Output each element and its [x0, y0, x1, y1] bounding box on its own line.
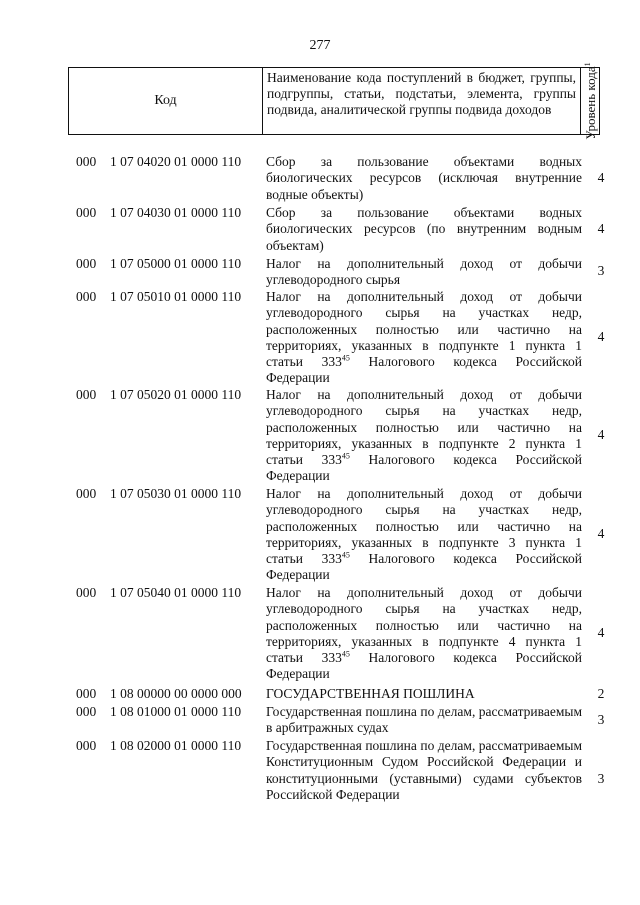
code-level: 2 [597, 686, 605, 701]
header-level [581, 62, 600, 140]
admin-code: 000 [76, 154, 97, 169]
revenue-name: ГОСУДАРСТВЕННАЯ ПОШЛИНА [266, 686, 475, 701]
admin-code: 000 [76, 704, 97, 719]
page-number: 277 [309, 38, 331, 53]
code-level: 3 [597, 771, 605, 786]
header-name: Наименование кода поступлений в бюджет, группы, подгруппы, статьи, подстатьи, элемента, группы подвида, аналитической группы подвида доходов [263, 68, 581, 134]
revenue-name: Налог на дополнительный доход от добычи углеводородного сырья на участках недр, расположенных полностью или частично на территориях, указанных в подпункте 2 пункта 1 статьи $333^{45}$ Налогового кодекса Российской Федерации [266, 387, 583, 484]
revenue-code: 1 07 04030 01 0000 110 [110, 205, 242, 220]
revenue-code: 1 07 05000 01 0000 110 [110, 256, 242, 271]
admin-code: 000 [76, 256, 97, 271]
header-level-footnote: 1 [582, 62, 592, 67]
code-level: 4 [597, 427, 605, 442]
code-level: 4 [597, 625, 605, 640]
revenue-name: Налог на дополнительный доход от добычи углеводородного сырья [266, 256, 582, 288]
admin-code: 000 [76, 289, 97, 304]
admin-code: 000 [76, 686, 97, 701]
code-level: 4 [597, 221, 605, 236]
revenue-name: Налог на дополнительный доход от добычи углеводородного сырья на участках недр, расположенных полностью или частично на территориях, указанных в подпункте 4 пункта 1 статьи $333^{45}$ Налогового кодекса Российской Федерации [266, 585, 583, 682]
revenue-code: 1 08 01000 01 0000 110 [110, 704, 242, 719]
admin-code: 000 [76, 387, 97, 402]
header-code: Код [69, 68, 263, 134]
revenue-code: 1 08 00000 00 0000 000 [110, 686, 242, 701]
revenue-name: Сбор за пользование объектами водных биологических ресурсов (исключая внутренние водные объекты) [266, 154, 582, 202]
code-level: 4 [597, 526, 605, 541]
code-level: 4 [597, 170, 605, 185]
revenue-name: Государственная пошлина по делам, рассматриваемым в арбитражных судах [266, 704, 582, 736]
code-level: 4 [597, 329, 605, 344]
revenue-code: 1 07 05030 01 0000 110 [110, 486, 242, 501]
admin-code: 000 [76, 738, 97, 753]
code-level: 3 [597, 263, 605, 278]
admin-code: 000 [76, 486, 97, 501]
revenue-name: Государственная пошлина по делам, рассматриваемым Конституционным Судом Российской Федерации и конституционными (уставными) судами субъектов Российской Федерации [266, 738, 582, 802]
revenue-code: 1 07 05010 01 0000 110 [110, 289, 242, 304]
revenue-code: 1 07 05020 01 0000 110 [110, 387, 242, 402]
admin-code: 000 [76, 205, 97, 220]
revenue-code: 1 08 02000 01 0000 110 [110, 738, 242, 753]
header-level-text: Уровень кода$^1$ [582, 62, 598, 140]
revenue-name: Сбор за пользование объектами водных биологических ресурсов (по внутренним водным объектам) [266, 205, 582, 253]
revenue-code: 1 07 04020 01 0000 110 [110, 154, 242, 169]
revenue-name: Налог на дополнительный доход от добычи углеводородного сырья на участках недр, расположенных полностью или частично на территориях, указанных в подпункте 1 пункта 1 статьи $333^{45}$ Налогового кодекса Российской Федерации [266, 289, 583, 386]
revenue-code: 1 07 05040 01 0000 110 [110, 585, 242, 600]
revenue-name: Налог на дополнительный доход от добычи углеводородного сырья на участках недр, расположенных полностью или частично на территориях, указанных в подпункте 3 пункта 1 статьи $333^{45}$ Налогового кодекса Российской Федерации [266, 486, 583, 583]
table-header [68, 62, 600, 140]
admin-code: 000 [76, 585, 97, 600]
code-level: 3 [597, 712, 605, 727]
